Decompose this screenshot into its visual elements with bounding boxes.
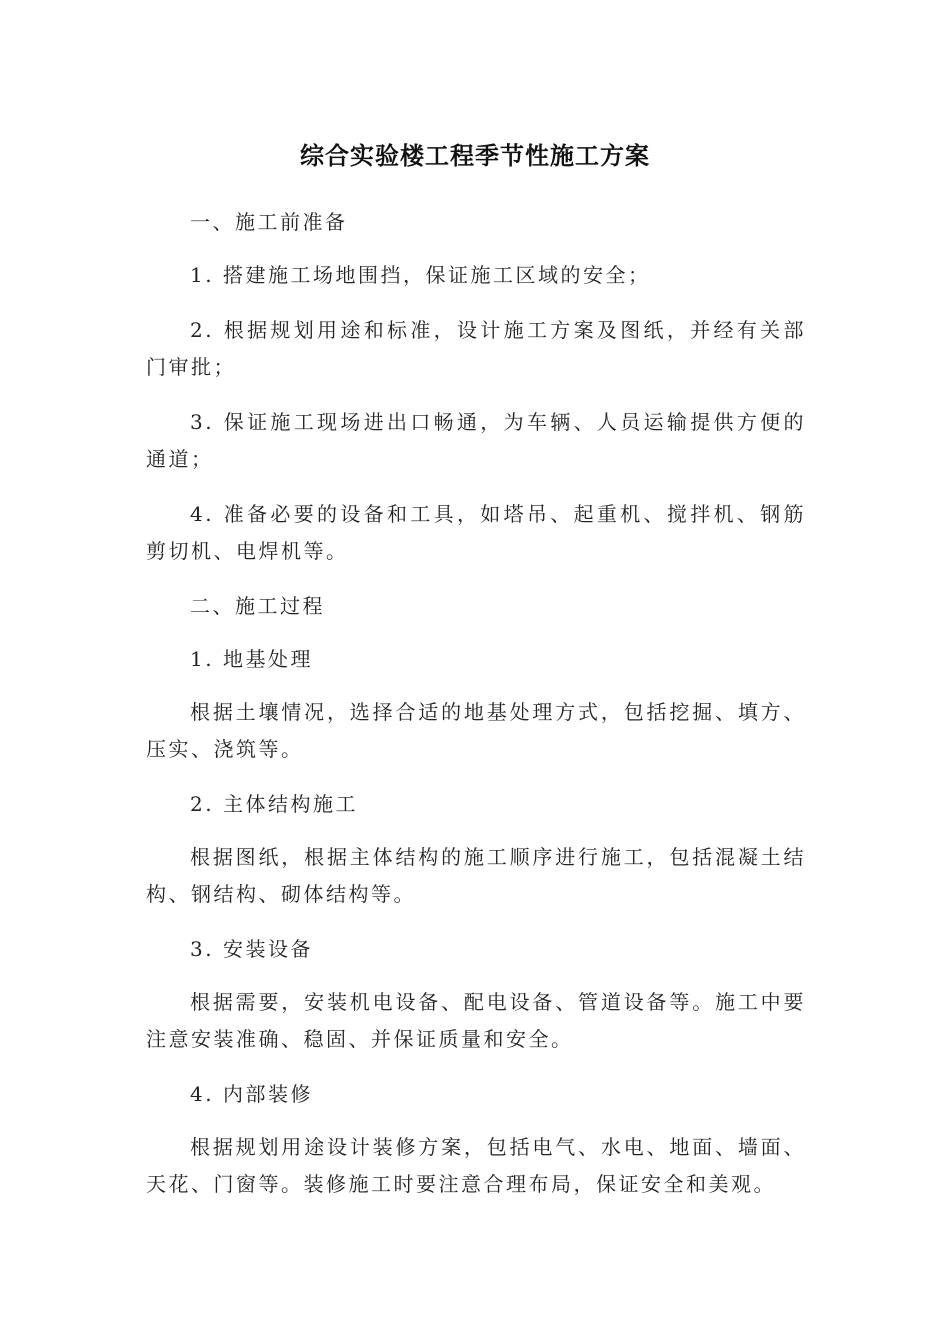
document-body xyxy=(146,204,806,1221)
subsection-heading: 4. 内部装修 xyxy=(190,1082,313,1106)
document-title: 综合实验楼工程季节性施工方案 xyxy=(300,142,650,170)
paragraph: 根据土壤情况，选择合适的地基处理方式，包括挖掘、填方、压实、浇筑等。 xyxy=(146,700,806,761)
paragraph: 根据规划用途设计装修方案，包括电气、水电、地面、墙面、天花、门窗等。装修施工时要注意合理布局，保证安全和美观。 xyxy=(146,1135,806,1196)
subsection-heading: 1. 地基处理 xyxy=(190,647,313,671)
paragraph: 3. 保证施工现场进出口畅通，为车辆、人员运输提供方便的通道； xyxy=(146,410,806,471)
paragraph: 4. 准备必要的设备和工具，如塔吊、起重机、搅拌机、钢筋剪切机、电焊机等。 xyxy=(146,502,806,563)
subsection-heading: 3. 安装设备 xyxy=(190,937,313,961)
paragraph: 根据需要，安装机电设备、配电设备、管道设备等。施工中要注意安装准确、稳固、并保证质量和安全。 xyxy=(146,990,806,1051)
section-heading-process: 二、施工过程 xyxy=(190,594,325,618)
section-heading-preparation: 一、施工前准备 xyxy=(190,210,348,234)
paragraph: 根据图纸，根据主体结构的施工顺序进行施工，包括混凝土结构、钢结构、砌体结构等。 xyxy=(146,845,806,906)
paragraph: 2. 根据规划用途和标准，设计施工方案及图纸，并经有关部门审批； xyxy=(146,318,806,379)
subsection-heading: 2. 主体结构施工 xyxy=(190,792,358,816)
paragraph: 1. 搭建施工场地围挡，保证施工区域的安全； xyxy=(190,263,651,287)
